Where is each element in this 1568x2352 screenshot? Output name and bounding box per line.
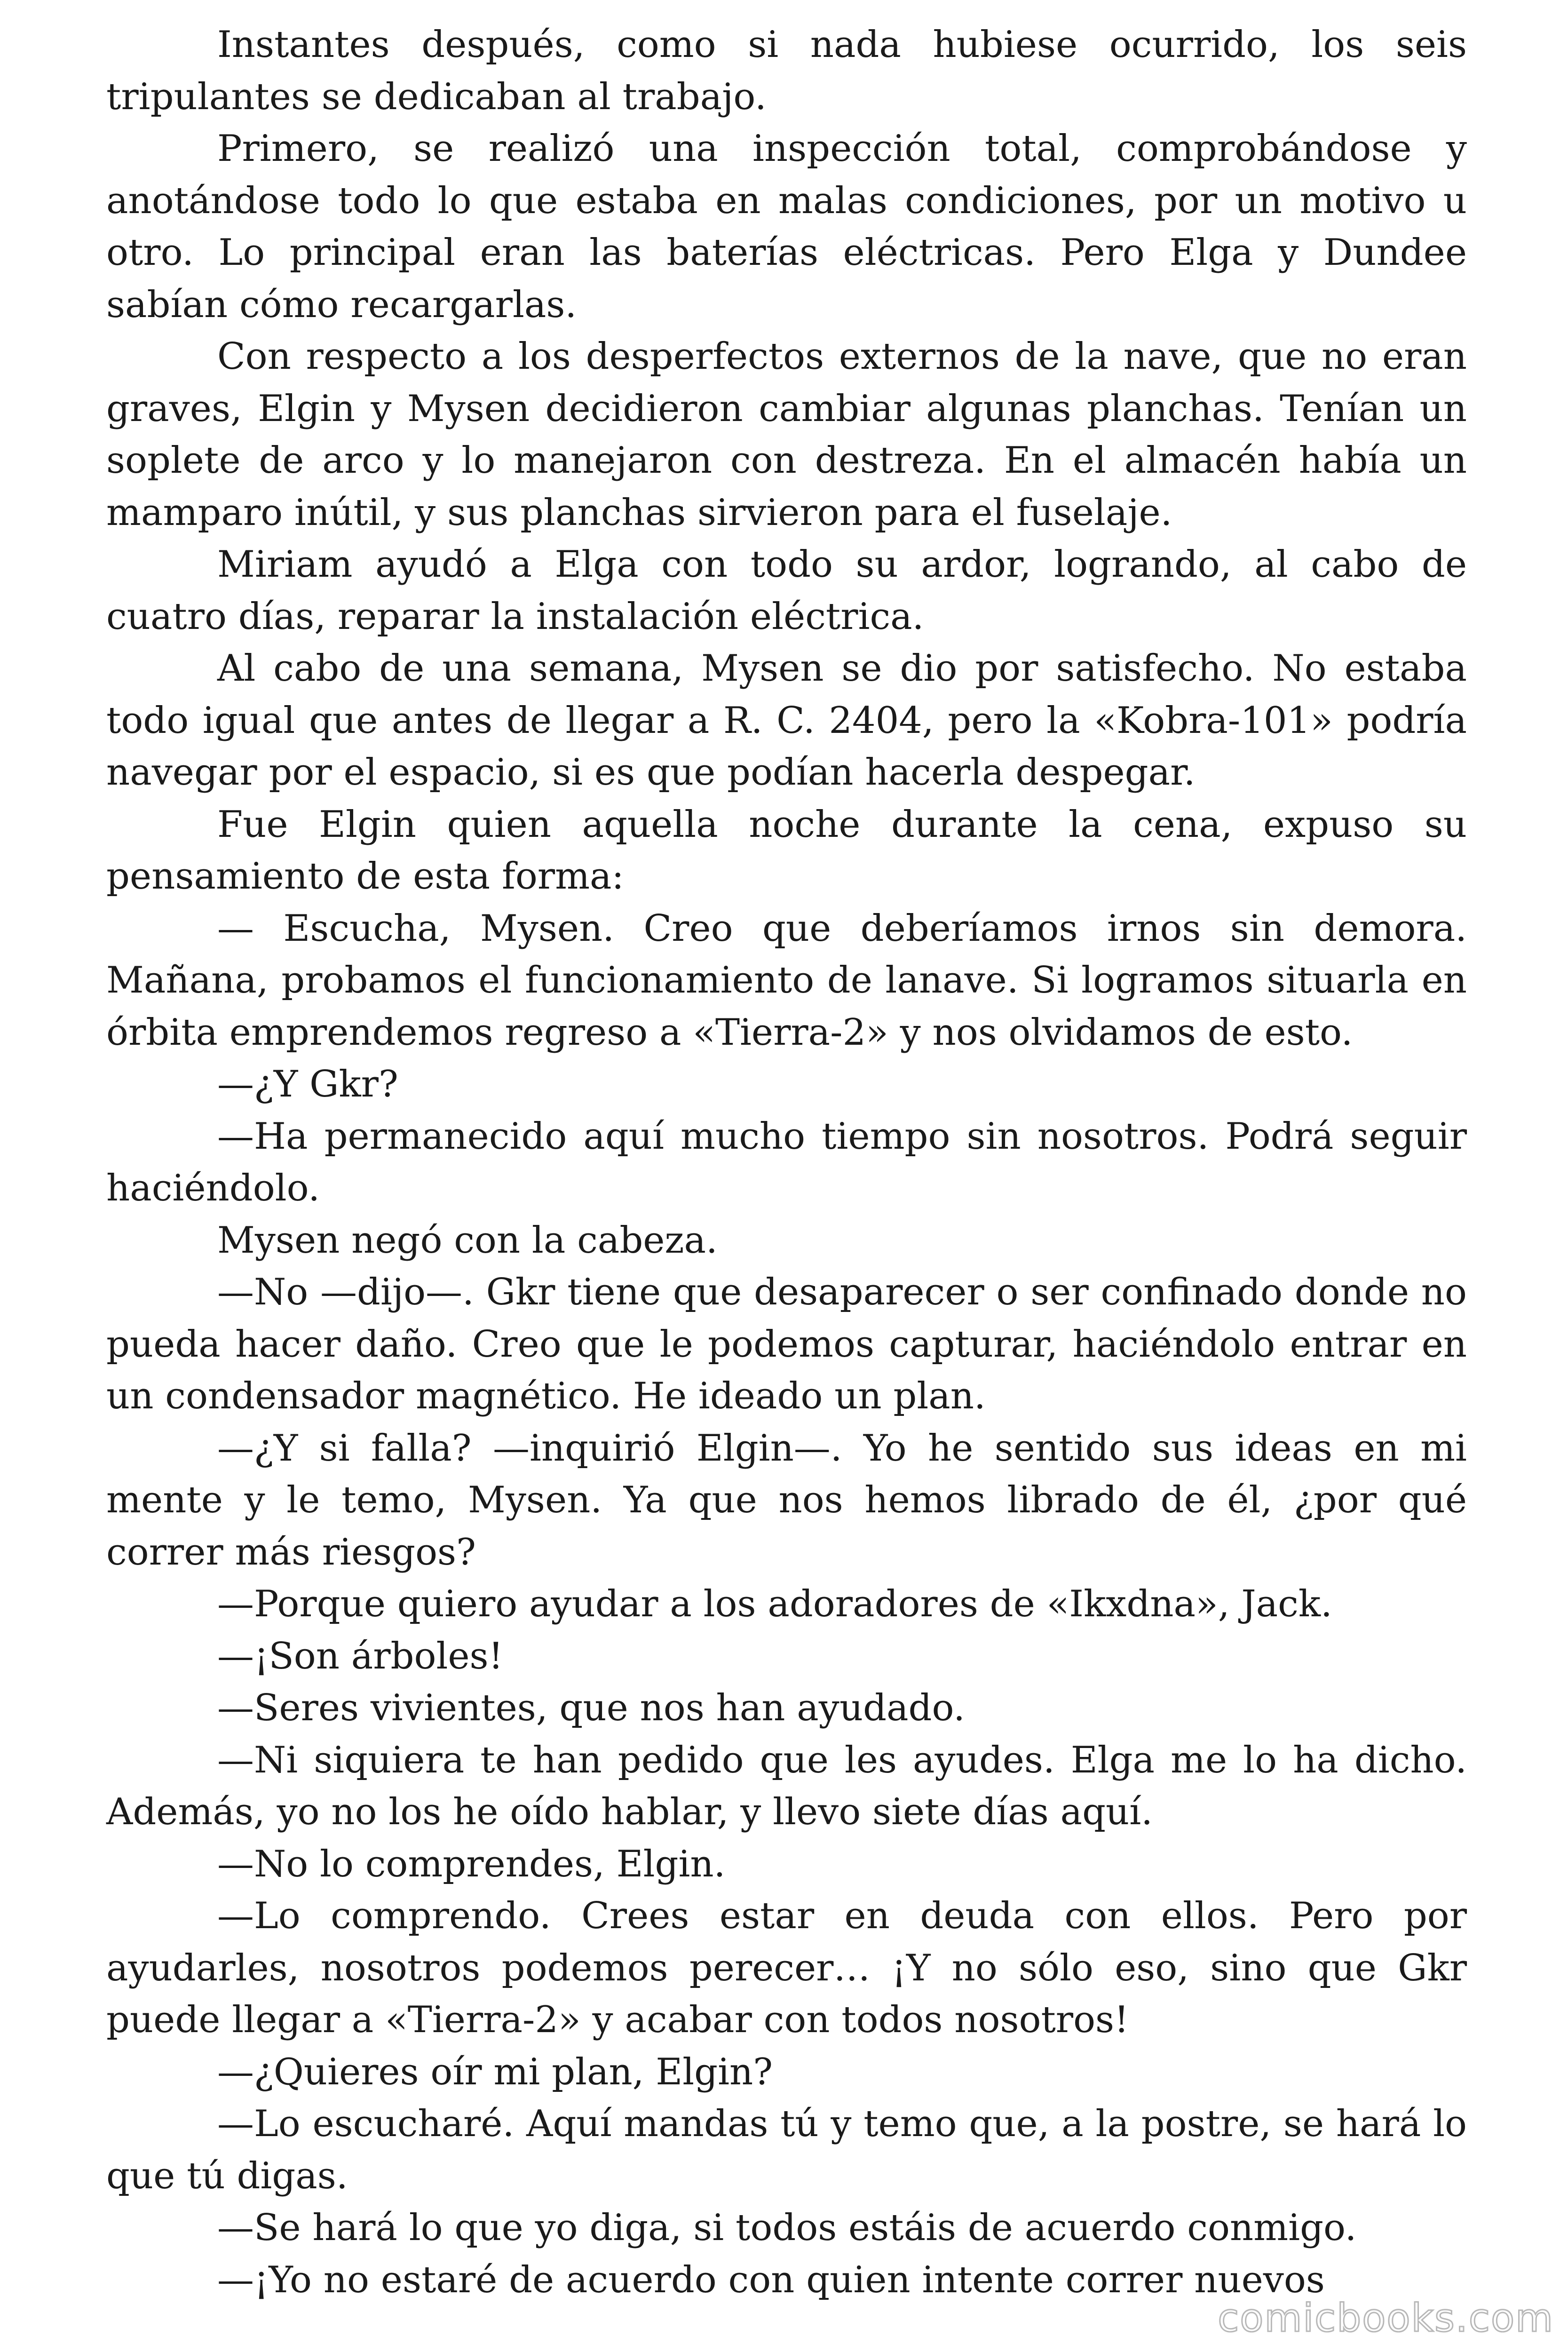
paragraph: Instantes después, como si nada hubiese ocurrido, los seis tripulantes se dedicaban al trabajo.	[106, 24, 1467, 118]
paragraph: —¡Son árboles!	[217, 1635, 503, 1677]
paragraph: Mysen negó con la cabeza.	[217, 1219, 718, 1262]
paragraph: —¡Yo no estaré de acuerdo con quien intente correr nuevos	[217, 2258, 1325, 2301]
paragraph: —Ha permanecido aquí mucho tiempo sin nosotros. Podrá seguir haciéndolo.	[106, 1115, 1467, 1209]
paragraph: —No —dijo—. Gkr tiene que desaparecer o ser confinado donde no pueda hacer daño. Creo que le podemos capturar, haciéndolo entrar en un condensador magnético. He ideado un plan.	[106, 1271, 1467, 1417]
paragraph: —Se hará lo que yo diga, si todos estáis de acuerdo conmigo.	[217, 2207, 1357, 2249]
paragraph: —¿Y si falla? —inquirió Elgin—. Yo he sentido sus ideas en mi mente y le temo, Mysen. Ya que nos hemos librado de él, ¿por qué correr más riesgos?	[106, 1427, 1467, 1573]
paragraph: —¿Quieres oír mi plan, Elgin?	[217, 2050, 773, 2093]
paragraph: Miriam ayudó a Elga con todo su ardor, logrando, al cabo de cuatro días, reparar la instalación eléctrica.	[106, 543, 1467, 638]
paragraph: —No lo comprendes, Elgin.	[217, 1843, 726, 1885]
paragraph: —Porque quiero ayudar a los adoradores de «Ikxdna», Jack.	[217, 1583, 1332, 1625]
paragraph: Primero, se realizó una inspección total, comprobándose y anotándose todo lo que estaba en malas condiciones, por un motivo u otro. Lo principal eran las baterías eléctricas. Pero Elga y Dundee sabían cómo recargarlas.	[106, 127, 1467, 326]
paragraph: —Lo comprendo. Crees estar en deuda con ellos. Pero por ayudarles, nosotros podemos perecer… ¡Y no sólo eso, sino que Gkr puede llegar a «Tierra-2» y acabar con todos nosotros!	[106, 1895, 1467, 2041]
paragraph: Fue Elgin quien aquella noche durante la cena, expuso su pensamiento de esta forma:	[106, 803, 1467, 898]
paragraph: Al cabo de una semana, Mysen se dio por satisfecho. No estaba todo igual que antes de llegar a R. C. 2404, pero la «Kobra-101» podría navegar por el espacio, si es que podían hacerla despegar.	[106, 647, 1467, 794]
paragraph: —Ni siquiera te han pedido que les ayudes. Elga me lo ha dicho. Además, yo no los he oído hablar, y llevo siete días aquí.	[106, 1739, 1467, 1833]
paragraph: —¿Y Gkr?	[217, 1063, 398, 1105]
watermark: comicbooks.com	[1218, 2296, 1554, 2341]
paragraph: — Escucha, Mysen. Creo que deberíamos irnos sin demora. Mañana, probamos el funcionamiento de lanave. Si logramos situarla en órbita emprendemos regreso a «Tierra-2» y nos olvidamos de esto.	[106, 907, 1467, 1054]
paragraph: —Lo escucharé. Aquí mandas tú y temo que, a la postre, se hará lo que tú digas.	[106, 2103, 1467, 2197]
paragraph: —Seres vivientes, que nos han ayudado.	[217, 1687, 965, 1729]
paragraph: Con respecto a los desperfectos externos de la nave, que no eran graves, Elgin y Mysen decidieron cambiar algunas planchas. Tenían un soplete de arco y lo manejaron con destreza. En el almacén había un mamparo inútil, y sus planchas sirvieron para el fuselaje.	[106, 335, 1467, 534]
document-page	[106, 19, 1467, 2306]
